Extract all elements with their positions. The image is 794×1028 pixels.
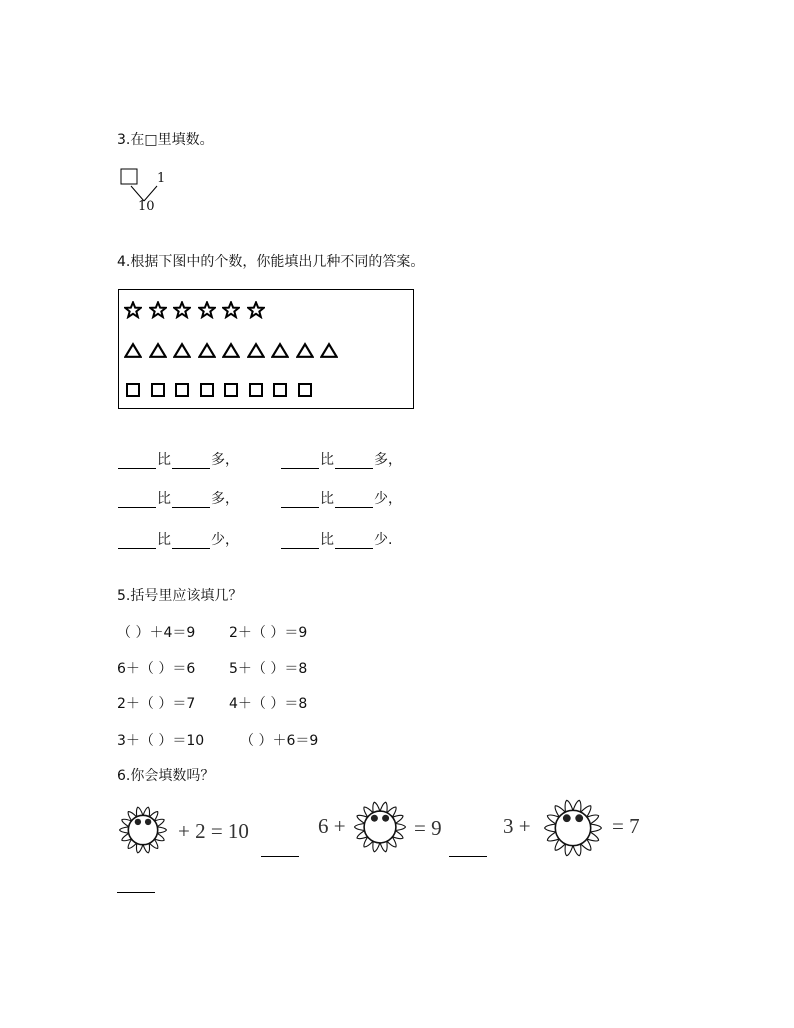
triangle-row [121,339,342,361]
eq3-suffix: = 7 [612,814,640,838]
blank-line[interactable] [335,493,373,508]
equation: 5＋（ ）＝8 [229,661,308,677]
square-icon [195,379,220,401]
star-icon [170,299,195,321]
square-icon [121,379,146,401]
triangle-icon [121,339,146,361]
q6-title: 6.你会填数吗？ [117,768,215,784]
answer-line-3[interactable] [117,892,155,893]
eq3-prefix: 3 + [503,814,531,838]
compare-row-3-right [280,529,392,549]
q3-number-diagram [118,166,188,216]
q3-title: 3.在□里填数。 [117,132,214,148]
star-icon [195,299,220,321]
triangle-icon [317,339,342,361]
blank-line[interactable] [172,534,210,549]
triangle-icon [268,339,293,361]
star-icon [244,299,269,321]
equation: 4＋（ ）＝8 [229,696,308,712]
square-icon [146,379,171,401]
sunflower-icon [119,806,167,858]
compare-word: 比 [157,532,171,548]
compare-row-2-left [117,488,239,508]
equation: 2＋（ ）＝9 [229,625,308,641]
blank-line[interactable] [335,454,373,469]
square-icon [170,379,195,401]
compare-word: 比 [320,452,334,468]
blank-line[interactable] [281,534,319,549]
answer-line-2[interactable] [449,856,487,857]
triangle-icon [170,339,195,361]
blank-line[interactable] [172,493,210,508]
blank-line[interactable] [281,493,319,508]
star-row [121,299,268,321]
blank-line[interactable] [118,493,156,508]
eq1-text: + 2 = 10 [178,819,249,843]
square-icon [219,379,244,401]
triangle-icon [244,339,269,361]
sunflower-icon [354,801,406,857]
answer-line-1[interactable] [261,856,299,857]
blank-line[interactable] [118,454,156,469]
square-row [121,379,317,401]
compare-row-1-right [280,449,402,469]
q3-answer-box [121,169,137,184]
equation: 3＋（ ）＝10 [117,733,205,749]
star-icon [146,299,171,321]
compare-word: 比 [320,491,334,507]
q5-title: 5.括号里应该填几？ [117,588,243,604]
eq2-suffix: = 9 [414,816,442,840]
equation: （ ）＋6＝9 [240,733,319,749]
star-icon [219,299,244,321]
compare-ending: 多， [374,452,402,468]
blank-line[interactable] [281,454,319,469]
compare-ending: 多， [211,491,239,507]
triangle-icon [219,339,244,361]
equation: （ ）＋4＝9 [117,625,196,641]
square-icon [244,379,269,401]
triangle-icon [195,339,220,361]
q3-top-number: 1 [157,171,166,186]
blank-line[interactable] [335,534,373,549]
compare-row-2-right [280,488,402,508]
triangle-icon [146,339,171,361]
compare-row-1-left [117,449,239,469]
q4-title: 4.根据下图中的个数，你能填出几种不同的答案。 [117,254,425,270]
compare-ending: 少， [374,491,402,507]
q3-bottom-number: 10 [138,199,155,214]
compare-word: 比 [157,452,171,468]
equation: 6＋（ ）＝6 [117,661,196,677]
compare-word: 比 [320,532,334,548]
compare-ending: 少， [211,532,239,548]
star-icon [121,299,146,321]
compare-ending: 多， [211,452,239,468]
compare-ending: 少. [374,532,393,548]
equation: 2＋（ ）＝7 [117,696,196,712]
sunflower-icon [544,799,602,861]
blank-line[interactable] [118,534,156,549]
square-icon [293,379,318,401]
triangle-icon [293,339,318,361]
compare-row-3-left [117,529,239,549]
compare-word: 比 [157,491,171,507]
square-icon [268,379,293,401]
eq2-prefix: 6 + [318,814,346,838]
blank-line[interactable] [172,454,210,469]
